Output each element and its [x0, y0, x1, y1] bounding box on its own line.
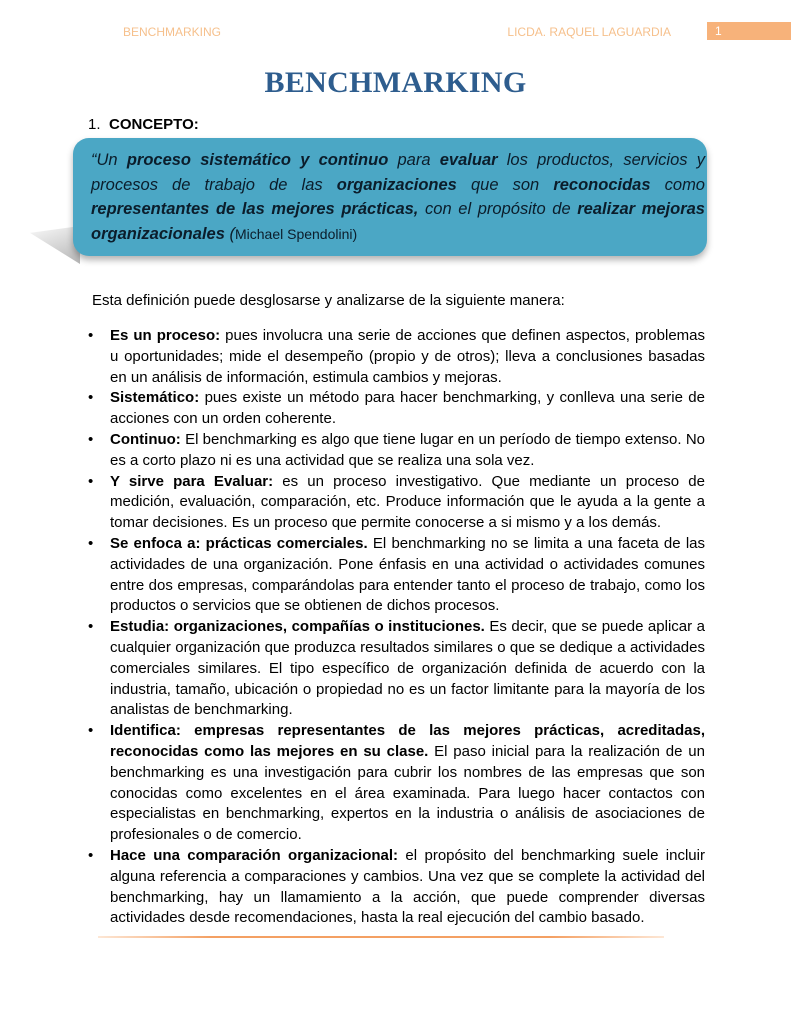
list-item	[88, 846, 705, 929]
quote-segment: los productos, servicios y procesos de trabajo de las	[91, 151, 705, 194]
list-item-term: Es un proceso:	[110, 327, 221, 344]
list-item	[88, 472, 705, 534]
quote-emphasis: organizaciones	[336, 175, 457, 194]
quote-emphasis: reconocidas	[553, 175, 651, 194]
section-number: 1.	[88, 116, 101, 133]
page-number: 1	[707, 22, 791, 40]
page-title: BENCHMARKING	[264, 66, 527, 99]
list-item	[88, 430, 705, 472]
header-author: LICDA. RAQUEL LAGUARDIA	[507, 25, 671, 39]
list-item-term: Identifica: empresas representantes de las mejores prácticas, acreditadas, reconocidas como las mejores en su clase.	[110, 722, 705, 760]
quote-segment: como	[650, 175, 705, 194]
definition-breakdown-list	[88, 326, 705, 929]
list-item-text: El benchmarking no se limita a una faceta de las actividades de una organización. Pone énfasis en una actividad o actividades comunes entre dos empresas, comparándolas para entender tanto el proceso de trabajo, como los productos o servicios que se obtienen de dichos procesos.	[110, 534, 705, 615]
list-item	[88, 326, 705, 388]
list-item-text: El benchmarking es algo que tiene lugar en un período de tiempo extenso. No es a corto plazo ni es una actividad que se realiza una sola vez.	[110, 430, 705, 469]
list-item-term: Sistemático:	[110, 389, 200, 407]
list-item-text: El paso inicial para la realización de un benchmarking es una investigación para cubrir los nombres de las empresas que son conocidas como excelentes en el área examinada. Para luego hacer contactos con especialistas en benchmarking, expertos en la industria o análisis de asociaciones de profesionales o de comercio.	[110, 742, 705, 844]
definition-quote-box	[73, 138, 707, 256]
definition-quote-text	[91, 148, 705, 246]
quote-emphasis: proceso sistemático y continuo	[126, 151, 389, 169]
quote-segment: que son	[456, 175, 554, 194]
list-item	[88, 721, 705, 846]
list-item-text: el propósito del benchmarking suele incluir alguna referencia a comparaciones y cambios. Una vez que se complete la actividad del benchmarking, hay un llamamiento a la acción, que puede comprender diversas actividades desde recomendaciones, hasta la real ejecución del cambio basado.	[110, 846, 705, 927]
list-item-term: Y sirve para Evaluar:	[110, 472, 274, 490]
header-left-title: BENCHMARKING	[123, 25, 222, 39]
list-item	[88, 388, 705, 430]
list-item-term: Hace una comparación organizacional:	[110, 846, 399, 864]
section-label: CONCEPTO:	[109, 116, 199, 133]
quote-segment: para	[388, 151, 440, 169]
quote-segment: con el propósito de	[418, 200, 578, 218]
footer-divider	[98, 936, 664, 938]
quote-author: Michael Spendolini)	[234, 225, 358, 242]
quote-segment: (	[224, 224, 235, 243]
list-item-text: Es decir, que se puede aplicar a cualquier organización que produzca resultados similares o que se dedique a actividades comerciales similares. El tipo específico de organización definida de acuerdo con la industria, tamaño, ubicación o propiedad no es un factor limitante para la mayoría de los analistas de benchmarking.	[110, 618, 705, 719]
list-item-text: pues involucra una serie de acciones que definen aspectos, problemas u oportunidades; mide el desempeño (propio y de otros); lleva a conclusiones basadas en un análisis de información, estimula cambios y mejoras.	[110, 327, 705, 386]
quote-emphasis: evaluar	[439, 151, 498, 169]
quote-segment: “Un	[91, 151, 127, 169]
list-item-term: Se enfoca a: prácticas comerciales.	[110, 534, 368, 552]
list-item-term: Estudia: organizaciones, compañías o instituciones.	[110, 618, 485, 636]
list-item-text: pues existe un método para hacer benchmarking, y conlleva una serie de acciones con un orden coherente.	[110, 389, 705, 428]
intro-paragraph: Esta definición puede desglosarse y analizarse de la siguiente manera:	[92, 292, 565, 309]
list-item	[88, 617, 705, 721]
quote-emphasis: realizar mejoras organizacionales	[91, 200, 705, 243]
section-heading	[88, 116, 199, 133]
list-item-text: es un proceso investigativo. Que mediante un proceso de medición, evaluación, comparación, etc. Produce información que le ayuda a la gente a tomar decisiones. Es un proceso que permite conocerse a si mismo y a los demás.	[110, 472, 705, 532]
list-item-term: Continuo:	[110, 430, 181, 448]
list-item	[88, 534, 705, 617]
quote-emphasis: representantes de las mejores prácticas,	[91, 200, 419, 218]
